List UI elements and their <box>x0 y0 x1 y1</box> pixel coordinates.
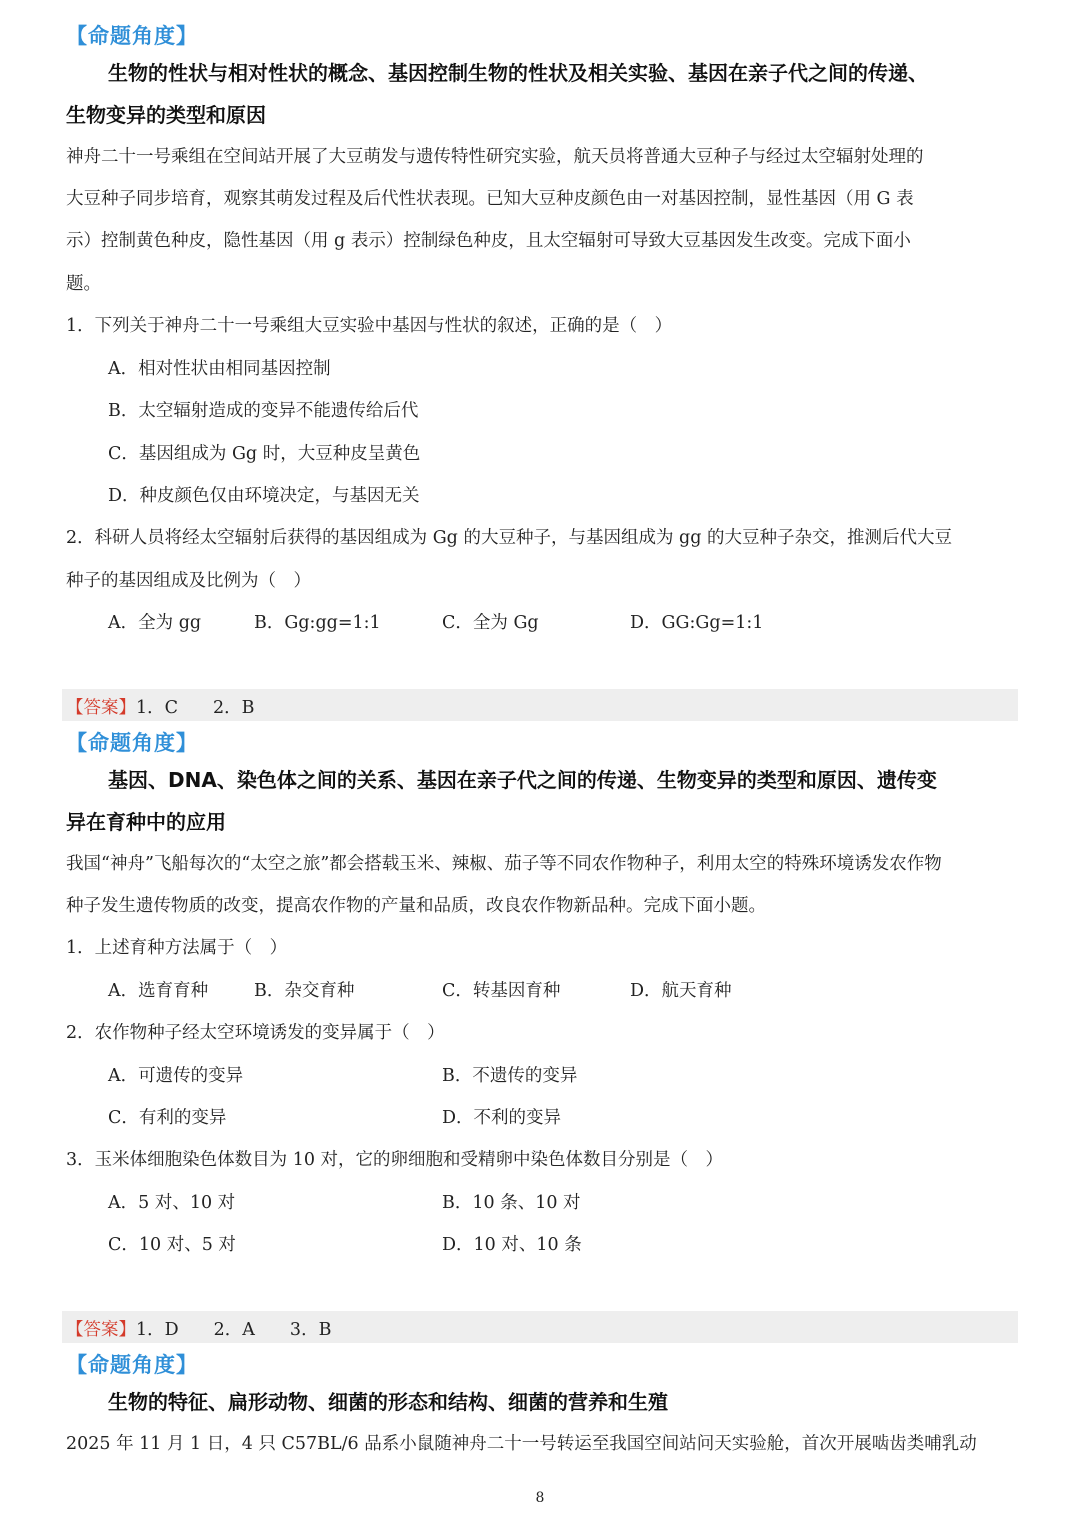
section1-q1-option-b: B．太空辐射造成的变异不能遗传给后代 <box>108 401 419 421</box>
section2-answer-text: 1．D 2．A 3．B <box>136 1320 332 1340</box>
section2-q3-text: 3．玉米体细胞染色体数目为 10 对，它的卵细胞和受精卵中染色体数目分别是（ ） <box>66 1150 724 1170</box>
section1-q1-text: 1．下列关于神舟二十一号乘组大豆实验中基因与性状的叙述，正确的是（ ） <box>66 316 673 336</box>
section1-q2-option-a: A．全为 gg <box>108 613 202 633</box>
section3-stem-line: 2025 年 11 月 1 日，4 只 C57BL/6 品系小鼠随神舟二十一号转运至我国空间站问天实验舱，首次开展啮齿类哺乳动 <box>66 1434 977 1454</box>
section2-q1-option-d: D．航天育种 <box>630 981 732 1001</box>
section1-stem-line: 神舟二十一号乘组在空间站开展了大豆萌发与遗传特性研究实验，航天员将普通大豆种子与经过太空辐射处理的 <box>66 147 924 167</box>
section2-q1-text: 1．上述育种方法属于（ ） <box>66 938 288 958</box>
section2-stem-line: 我国“神舟”飞船每次的“太空之旅”都会搭载玉米、辣椒、茄子等不同农作物种子，利用太空的特殊环境诱发农作物 <box>66 854 942 874</box>
section2-q1-option-b: B．杂交育种 <box>254 981 355 1001</box>
section2-heading-line1: 基因、DNA、染色体之间的关系、基因在亲子代之间的传递、生物变异的类型和原因、遗传变 <box>108 768 937 792</box>
section1-heading-line1: 生物的性状与相对性状的概念、基因控制生物的性状及相关实验、基因在亲子代之间的传递、 <box>108 61 928 85</box>
section2-q2-option-a: A．可遗传的变异 <box>108 1066 244 1086</box>
section2-answer-label: 【答案】 <box>66 1320 136 1340</box>
section1-heading-line2: 生物变异的类型和原因 <box>66 103 266 127</box>
section1-q2-text-line1: 2．科研人员将经太空辐射后获得的基因组成为 Gg 的大豆种子，与基因组成为 gg 的大豆种子杂交，推测后代大豆 <box>66 528 952 548</box>
section1-answer-text: 1．C 2．B <box>136 698 255 718</box>
section2-q2-option-c: C．有利的变异 <box>108 1108 227 1128</box>
section1-q2-option-c: C．全为 Gg <box>442 613 539 633</box>
page-number: 8 <box>535 1490 545 1506</box>
section1-answer <box>66 694 255 719</box>
section2-q3-option-c: C．10 对、5 对 <box>108 1235 236 1255</box>
section1-stem-line: 示）控制黄色种皮，隐性基因（用 g 表示）控制绿色种皮，且太空辐射可导致大豆基因发生改变。完成下面小 <box>66 231 911 251</box>
section1-stem-line: 大豆种子同步培育，观察其萌发过程及后代性状表现。已知大豆种皮颜色由一对基因控制，显性基因（用 G 表 <box>66 189 914 209</box>
section1-q2-option-d: D．GG:Gg=1:1 <box>630 613 764 633</box>
section1-q2-text-line2: 种子的基因组成及比例为（ ） <box>66 571 311 591</box>
section2-q3-option-d: D．10 对、10 条 <box>442 1235 582 1255</box>
section2-q2-option-d: D．不利的变异 <box>442 1108 562 1128</box>
section2-q3-option-b: B．10 条、10 对 <box>442 1193 581 1213</box>
section1-q1-option-d: D．种皮颜色仅由环境决定，与基因无关 <box>108 486 420 506</box>
section2-stem-line: 种子发生遗传物质的改变，提高农作物的产量和品质，改良农作物新品种。完成下面小题。 <box>66 896 766 916</box>
section2-q1-option-c: C．转基因育种 <box>442 981 561 1001</box>
section3-tag: 【命题角度】 <box>66 1353 198 1377</box>
section2-q2-option-b: B．不遗传的变异 <box>442 1066 578 1086</box>
section2-q3-option-a: A．5 对、10 对 <box>108 1193 236 1213</box>
section3-heading-line1: 生物的特征、扁形动物、细菌的形态和结构、细菌的营养和生殖 <box>108 1390 668 1414</box>
section1-stem-line: 题。 <box>66 274 101 294</box>
section2-heading-line2: 异在育种中的应用 <box>66 810 226 834</box>
section2-tag: 【命题角度】 <box>66 731 198 755</box>
section2-answer <box>66 1316 331 1341</box>
section2-q1-option-a: A．选育育种 <box>108 981 209 1001</box>
section1-answer-label: 【答案】 <box>66 698 136 718</box>
section1-q2-option-b: B．Gg:gg=1:1 <box>254 613 381 633</box>
section1-q1-option-a: A．相对性状由相同基因控制 <box>108 359 331 379</box>
section1-tag: 【命题角度】 <box>66 24 198 48</box>
section1-q1-option-c: C．基因组成为 Gg 时，大豆种皮呈黄色 <box>108 444 421 464</box>
section2-q2-text: 2．农作物种子经太空环境诱发的变异属于（ ） <box>66 1023 445 1043</box>
